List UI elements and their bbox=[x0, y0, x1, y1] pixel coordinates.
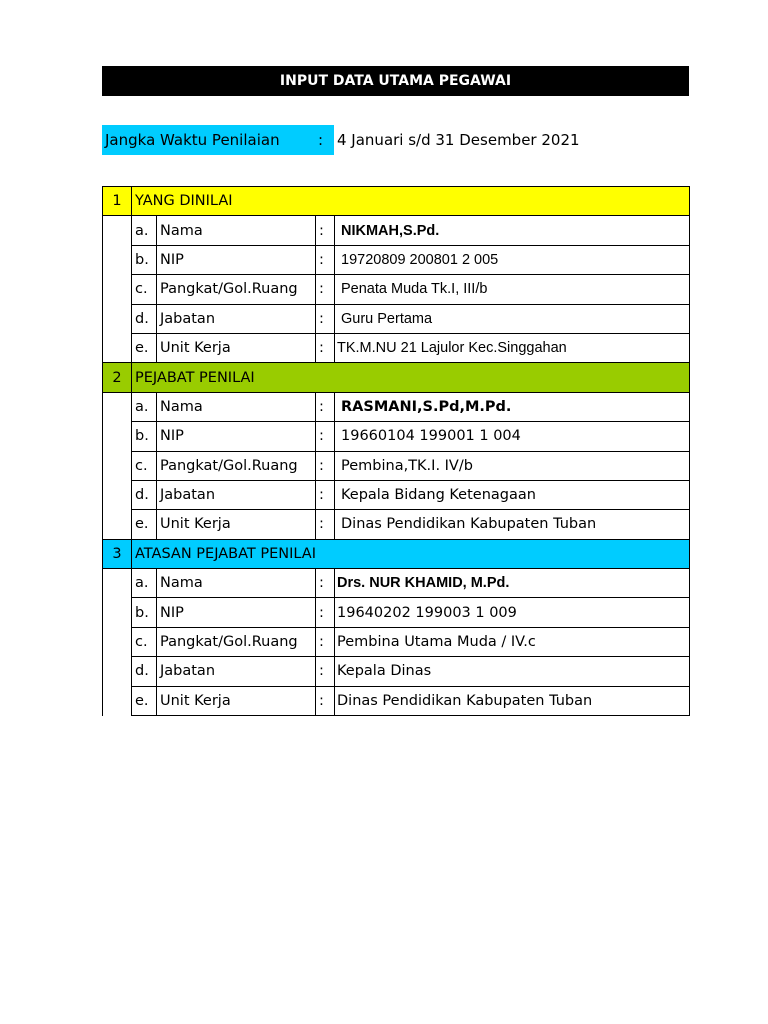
row-label: NIP bbox=[157, 245, 316, 274]
row-value: 19660104 199001 1 004 bbox=[335, 422, 690, 451]
row-letter: d. bbox=[132, 657, 157, 686]
row-label: Jabatan bbox=[157, 480, 316, 509]
section-header-pejabat-penilai bbox=[103, 363, 690, 392]
row-value: Pembina,TK.I. IV/b bbox=[335, 451, 690, 480]
row-label: NIP bbox=[157, 598, 316, 627]
employee-data-table bbox=[102, 186, 690, 716]
row-value: TK.M.NU 21 Lajulor Kec.Singgahan bbox=[335, 333, 690, 362]
row-letter: b. bbox=[132, 422, 157, 451]
row-label: Nama bbox=[157, 216, 316, 245]
row-letter: c. bbox=[132, 275, 157, 304]
table-row bbox=[103, 569, 690, 598]
row-value: Guru Pertama bbox=[335, 304, 690, 333]
section-heading: PEJABAT PENILAI bbox=[132, 363, 690, 392]
row-value: Drs. NUR KHAMID, M.Pd. bbox=[335, 569, 690, 598]
table-row bbox=[103, 627, 690, 656]
table-row bbox=[103, 422, 690, 451]
row-label: Pangkat/Gol.Ruang bbox=[157, 627, 316, 656]
row-label: Unit Kerja bbox=[157, 686, 316, 715]
section-number: 2 bbox=[103, 363, 132, 392]
row-label: Jabatan bbox=[157, 304, 316, 333]
row-label: Unit Kerja bbox=[157, 510, 316, 539]
row-letter: b. bbox=[132, 245, 157, 274]
row-label: NIP bbox=[157, 422, 316, 451]
row-letter: a. bbox=[132, 216, 157, 245]
row-label: Jabatan bbox=[157, 657, 316, 686]
row-label: Pangkat/Gol.Ruang bbox=[157, 451, 316, 480]
period-label: Jangka Waktu Penilaian bbox=[102, 125, 334, 155]
row-colon: : bbox=[316, 392, 335, 421]
period-colon: : bbox=[318, 131, 324, 149]
row-colon: : bbox=[316, 422, 335, 451]
row-value: Dinas Pendidikan Kabupaten Tuban bbox=[335, 686, 690, 715]
row-letter: e. bbox=[132, 510, 157, 539]
row-value: RASMANI,S.Pd,M.Pd. bbox=[335, 392, 690, 421]
row-label: Pangkat/Gol.Ruang bbox=[157, 275, 316, 304]
section-heading: YANG DINILAI bbox=[132, 187, 690, 216]
row-colon: : bbox=[316, 657, 335, 686]
section-header-atasan-pejabat-penilai bbox=[103, 539, 690, 568]
row-letter: a. bbox=[132, 569, 157, 598]
row-colon: : bbox=[316, 451, 335, 480]
row-colon: : bbox=[316, 598, 335, 627]
section-number: 1 bbox=[103, 187, 132, 216]
row-letter: d. bbox=[132, 480, 157, 509]
table-row bbox=[103, 216, 690, 245]
row-letter: e. bbox=[132, 333, 157, 362]
indent-cell bbox=[103, 216, 132, 363]
row-value: Kepala Bidang Ketenagaan bbox=[335, 480, 690, 509]
row-value: Pembina Utama Muda / IV.c bbox=[335, 627, 690, 656]
row-value: Dinas Pendidikan Kabupaten Tuban bbox=[335, 510, 690, 539]
row-value: 19720809 200801 2 005 bbox=[335, 245, 690, 274]
row-colon: : bbox=[316, 627, 335, 656]
row-letter: c. bbox=[132, 627, 157, 656]
row-colon: : bbox=[316, 686, 335, 715]
row-colon: : bbox=[316, 275, 335, 304]
row-colon: : bbox=[316, 333, 335, 362]
row-letter: a. bbox=[132, 392, 157, 421]
row-value: 19640202 199003 1 009 bbox=[335, 598, 690, 627]
table-row bbox=[103, 275, 690, 304]
table-row bbox=[103, 451, 690, 480]
row-label: Nama bbox=[157, 392, 316, 421]
row-letter: d. bbox=[132, 304, 157, 333]
table-row bbox=[103, 333, 690, 362]
section-header-yang-dinilai bbox=[103, 187, 690, 216]
row-colon: : bbox=[316, 569, 335, 598]
row-letter: e. bbox=[132, 686, 157, 715]
table-row bbox=[103, 392, 690, 421]
indent-cell bbox=[103, 392, 132, 539]
section-heading: ATASAN PEJABAT PENILAI bbox=[132, 539, 690, 568]
table-row bbox=[103, 598, 690, 627]
table-row bbox=[103, 657, 690, 686]
row-value: Penata Muda Tk.I, III/b bbox=[335, 275, 690, 304]
row-label: Nama bbox=[157, 569, 316, 598]
table-row bbox=[103, 304, 690, 333]
period-value: 4 Januari s/d 31 Desember 2021 bbox=[337, 131, 580, 149]
row-value: NIKMAH,S.Pd. bbox=[335, 216, 690, 245]
table-row bbox=[103, 686, 690, 715]
row-letter: c. bbox=[132, 451, 157, 480]
row-colon: : bbox=[316, 304, 335, 333]
row-label: Unit Kerja bbox=[157, 333, 316, 362]
indent-cell bbox=[103, 569, 132, 716]
row-letter: b. bbox=[132, 598, 157, 627]
table-row bbox=[103, 480, 690, 509]
row-colon: : bbox=[316, 216, 335, 245]
section-number: 3 bbox=[103, 539, 132, 568]
row-value: Kepala Dinas bbox=[335, 657, 690, 686]
page-title: INPUT DATA UTAMA PEGAWAI bbox=[102, 66, 689, 96]
row-colon: : bbox=[316, 245, 335, 274]
table-row bbox=[103, 510, 690, 539]
row-colon: : bbox=[316, 510, 335, 539]
assessment-period bbox=[102, 125, 702, 155]
table-row bbox=[103, 245, 690, 274]
row-colon: : bbox=[316, 480, 335, 509]
